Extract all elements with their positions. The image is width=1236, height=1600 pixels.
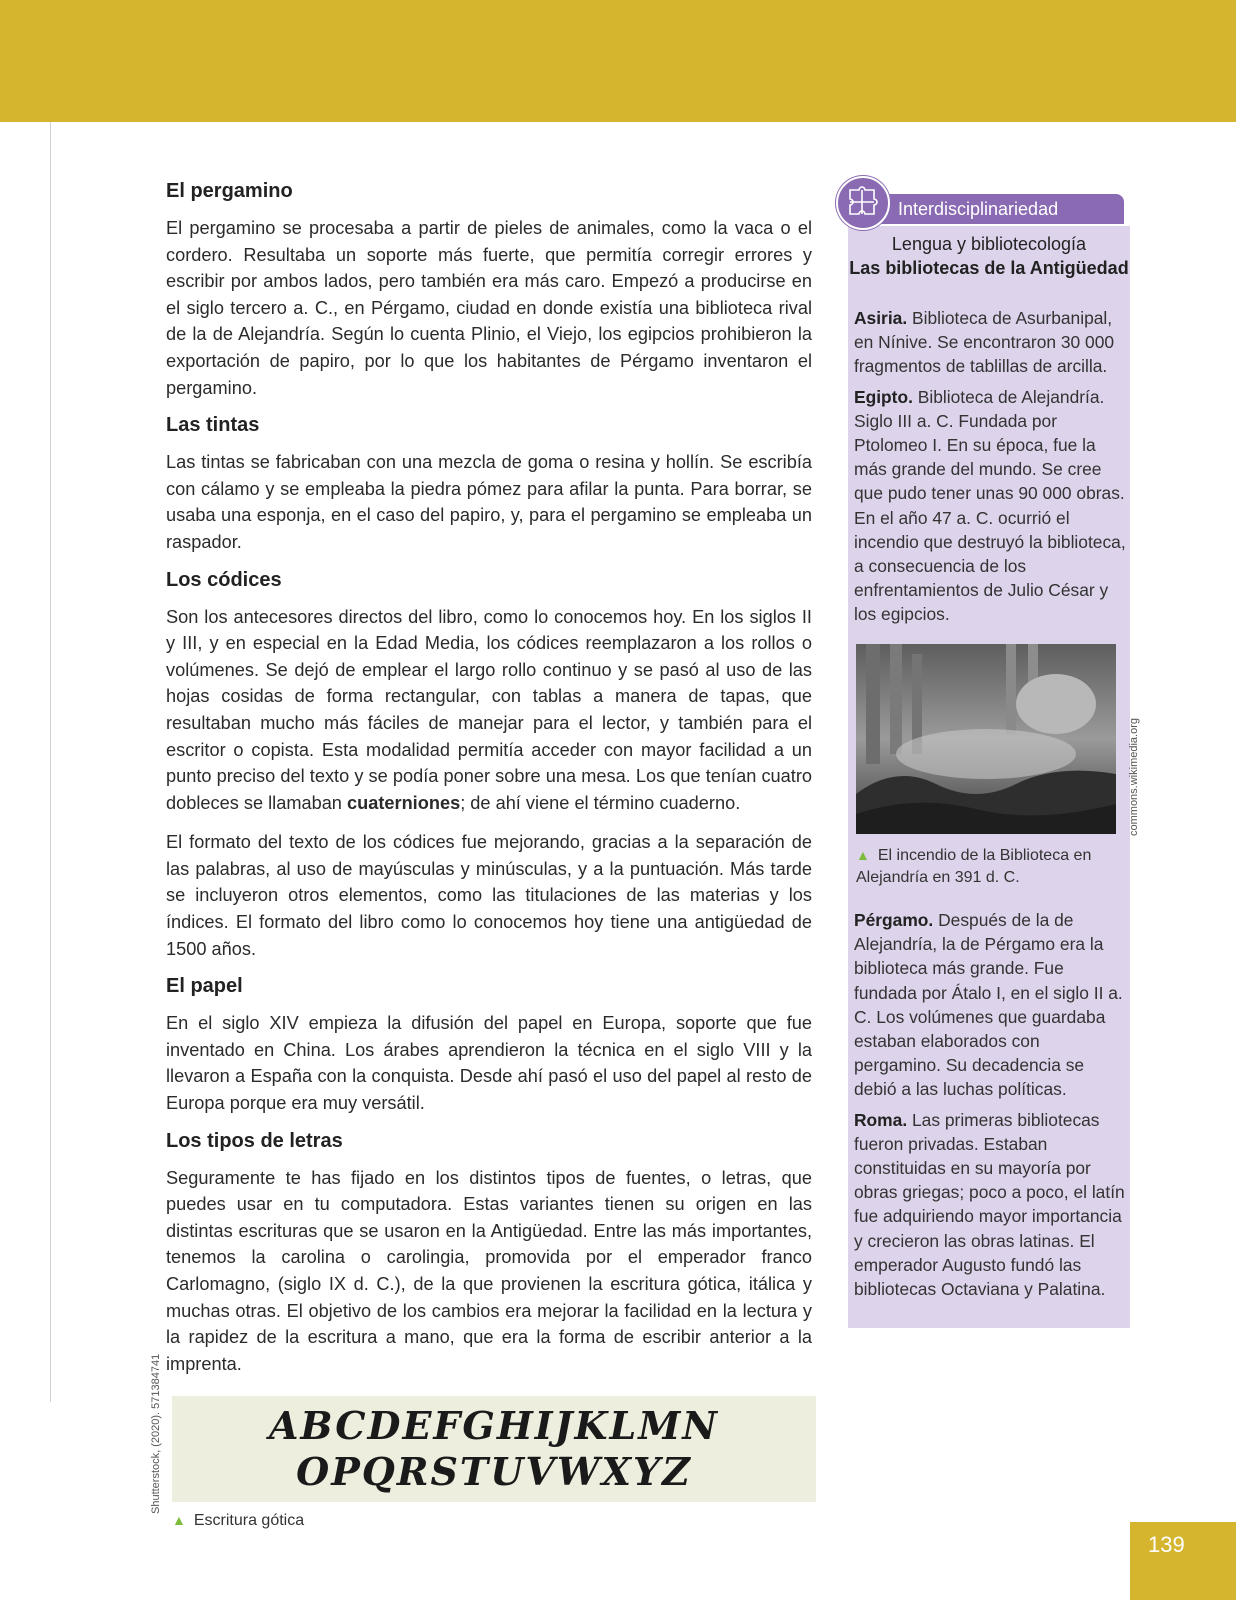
triangle-marker-icon: ▲ <box>172 1512 186 1528</box>
photo-caption <box>856 844 1118 889</box>
heading-pergamino: El pergamino <box>166 180 293 202</box>
entry-asiria <box>854 306 1126 379</box>
codices-text-after: ; de ahí viene el término cuaderno. <box>460 792 741 813</box>
left-margin-rule <box>50 122 51 1402</box>
codices-text-before: Son los antecesores directos del libro, como lo conocemos hoy. En los siglos II y III, y en especial en la Edad Media, los códices reemplazaron a los rollos o volúmenes. Se dejó de emplear el largo rollo continuo y se pasó al uso de las hojas cosidas de forma rectangular, con tablas a manera de tapas, que resultaban mucho más fáciles de manejar para el lector, y también para el escritor o copista. Esta modalidad permitía acceder con mayor facilidad a un punto preciso del texto y se podía poner sobre una mesa. Los que tenían cuatro dobleces se llamaban <box>166 606 812 813</box>
paragraph-tipos-letras: Seguramente te has fijado en los distintos tipos de fuentes, o letras, que puedes usar en tu computadora. Estas variantes tienen su origen en las distintas escrituras que se usaron en la Antigüedad. Entre las más importantes, tenemos la carolina o carolingia, promovida por el emperador franco Carlomagno, (siglo IX d. C.), de la que provienen la escritura gótica, itálica y muchas otras. El objetivo de los cambios era mejorar la facilidad en la lectura y la rapidez de la escritura a mano, que era la forma de escribir anterior a la imprenta. <box>166 1167 812 1374</box>
entry-roma <box>854 1108 1126 1302</box>
entry-roma-name: Roma. <box>854 1109 908 1130</box>
top-color-band <box>0 0 1236 122</box>
entry-pergamo <box>854 908 1126 1102</box>
paragraph-papel: En el siglo XIV empieza la difusión del papel en Europa, soporte que fue inventado en China. Los árabes aprendieron la técnica en el siglo VIII y la llevaron a España con la conquista. Desde ahí pasó el uso del papel al resto de Europa porque era muy versátil. <box>166 1013 812 1114</box>
paragraph-pergamino: El pergamino se procesaba a partir de pieles de animales, como la vaca o el cordero. Resultaba un soporte más fuerte, que permitía corregir errores y escribir por ambos lados, pero también era más caro. Empezó a producirse en el siglo tercero a. C., en Pérgamo, ciudad en donde existía una biblioteca rival de la de Alejandría. Según lo cuenta Plinio, el Viejo, los egipcios prohibieron la exportación de papiro, por lo que los habitantes de Pérgamo inventaron el pergamino. <box>166 218 812 398</box>
photo-caption-text: El incendio de la Biblioteca en Alejandría en 391 d. C. <box>856 847 1092 886</box>
puzzle-icon <box>836 176 890 230</box>
library-fire-illustration <box>856 644 1116 834</box>
entry-pergamo-text: Después de la de Alejandría, la de Pérgamo era la biblioteca más grande. Fue fundada por Átalo I, en el siglo II a. C. Los volúmenes que guardaba estaban elaborados con pergamino. Su decadencia se debió a las luchas políticas. <box>854 910 1123 1100</box>
entry-roma-text: Las primeras bibliotecas fueron privadas. Estaban constituidas en su mayoría por obras griegas; poco a poco, el latín fue adquiriendo mayor importancia y crecieron las obras latinas. El emperador Augusto fundó las bibliotecas Octaviana y Palatina. <box>854 1109 1125 1300</box>
paragraph-codices-1 <box>166 604 812 817</box>
photo-credit: commons.wikimedia.org <box>1128 718 1140 836</box>
entry-asiria-name: Asiria. <box>854 308 908 328</box>
entry-asiria-text: Biblioteca de Asurbanipal, en Nínive. Se encontraron 30 000 fragmentos de tablillas de arcilla. <box>854 308 1115 377</box>
sidebar-entries-top <box>854 306 1126 633</box>
triangle-marker-icon: ▲ <box>856 847 870 863</box>
sidebar-entries-bottom <box>854 908 1126 1307</box>
sidebar-subject: Lengua y bibliotecología <box>891 234 1087 254</box>
gothic-script-image <box>172 1396 816 1502</box>
entry-pergamo-name: Pérgamo. <box>854 910 934 930</box>
gothic-caption-text: Escritura gótica <box>193 1512 305 1529</box>
entry-egipto <box>854 385 1126 627</box>
gothic-alphabet-line-2: OPQRSTUVWXYZ <box>296 1449 692 1494</box>
heading-papel: El papel <box>166 975 243 998</box>
gothic-caption <box>172 1512 304 1530</box>
entry-egipto-name: Egipto. <box>854 386 913 407</box>
sidebar-header: Interdisciplinariedad <box>848 194 1124 224</box>
heading-tipos-letras: Los tipos de letras <box>166 1129 343 1152</box>
entry-egipto-text: Biblioteca de Alejandría. Siglo III a. C. Fundada por Ptolomeo I. En su época, fue la más grande del mundo. Se cree que pudo tener unas 90 000 obras. En el año 47 a. C. ocurrió el incendio que destruyó la biblioteca, a consecuencia de los enfrentamientos de Julio César y los egipcios. <box>854 386 1126 625</box>
heading-codices: Los códices <box>166 568 282 591</box>
sidebar-topic: Las bibliotecas de la Antigüedad <box>849 258 1129 278</box>
heading-tintas: Las tintas <box>166 414 260 437</box>
paragraph-codices-2: El formato del texto de los códices fue mejorando, gracias a la separación de las palabras, al uso de mayúsculas y minúsculas, y a la puntuación. Más tarde se incluyeron otros elementos, como las titulaciones de las materias y los índices. El formato del libro como lo conocemos hoy tiene una antigüedad de 1500 años. <box>166 832 812 959</box>
main-column <box>166 180 812 1381</box>
paragraph-tintas: Las tintas se fabricaban con una mezcla de goma o resina y hollín. Se escribía con cálamo y se empleaba la piedra pómez para afilar la punta. Para borrar, se usaba una esponja, en el caso del papiro, y, para el pergamino se empleaba un raspador. <box>166 452 812 552</box>
sidebar-title <box>848 232 1130 280</box>
gothic-image-credit: Shutterstock, (2020). 571384741 <box>150 1353 162 1514</box>
gothic-alphabet-line-1: ABCDEFGHIJKLMN <box>268 1403 720 1448</box>
term-cuaterniones: cuaterniones <box>346 792 461 813</box>
page-number: 139 <box>1130 1522 1236 1600</box>
